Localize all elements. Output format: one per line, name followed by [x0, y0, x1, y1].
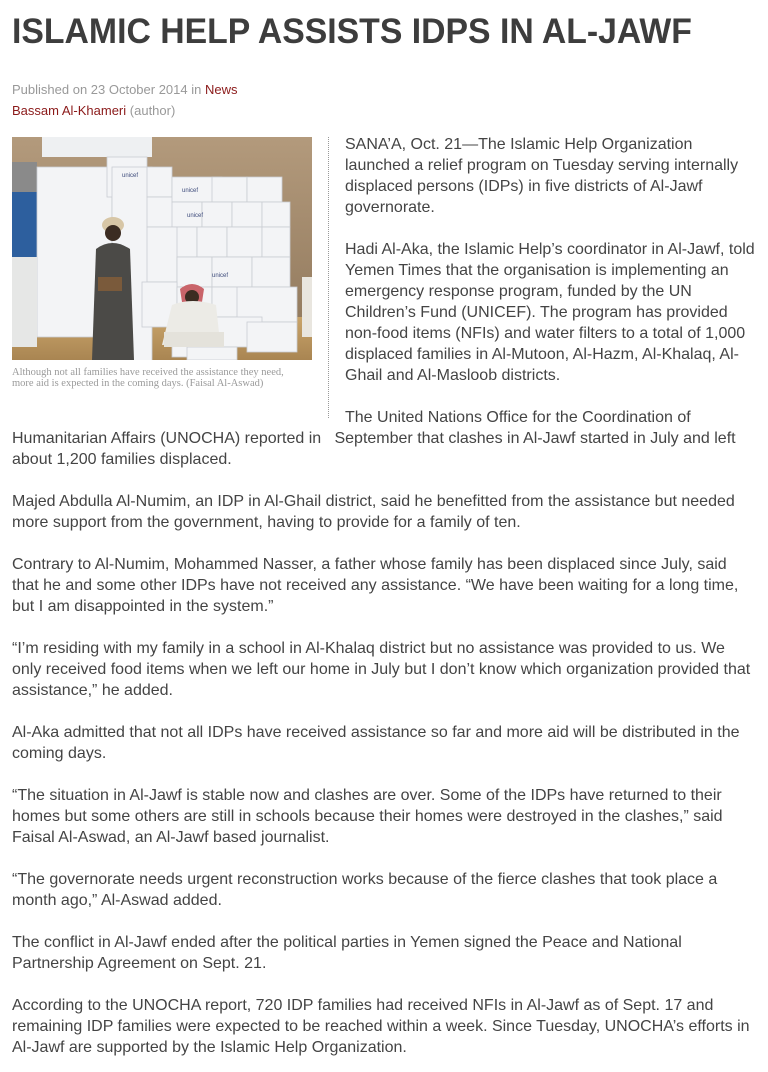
author-role: (author): [129, 103, 176, 118]
publish-line: [12, 79, 756, 100]
paragraph: The conflict in Al-Jawf ended after the political parties in Yemen signed the Peace and National Partnership Agreement on Sept. 21.: [12, 934, 682, 972]
svg-text:unicef: unicef: [182, 188, 199, 194]
svg-text:unicef: unicef: [212, 273, 229, 279]
svg-text:unicef: unicef: [122, 173, 139, 179]
article-meta: [12, 79, 756, 121]
paragraph: Hadi Al-Aka, the Islamic Help’s coordinator in Al-Jawf, told Yemen Times that the organisation is implementing an emergency response program, funded by the UN Children’s Fund (UNICEF). The program has provided non-food items (NFIs) and water filters to a total of 1,000 displaced families in Al-Mutoon, Al-Hazm, Al-Khalaq, Al-Ghail and Al-Masloob districts.: [345, 241, 755, 384]
article-title: ISLAMIC HELP ASSISTS IDPS IN AL-JAWF: [12, 12, 692, 51]
svg-text:unicef: unicef: [187, 213, 204, 219]
paragraph: “The governorate needs urgent reconstruction works because of the fierce clashes that took place a month ago,” Al-Aswad added.: [12, 871, 718, 909]
paragraph: “I’m residing with my family in a school in Al-Khalaq district but no assistance was provided to us. We only received food items when we left our home in July but I don’t know which organization provided that assistance,” he added.: [12, 640, 751, 699]
article-body: [12, 134, 756, 1058]
published-date: Published on 23 October 2014 in: [12, 82, 202, 97]
article-photo[interactable]: [12, 137, 312, 360]
paragraph: According to the UNOCHA report, 720 IDP families had received NFIs in Al-Jawf as of Sept. 17 and remaining IDP families were expected to be reached within a week. Since Tuesday, UNOCHA’s efforts in Al-Jawf are supported by the Islamic Help Organization.: [12, 997, 750, 1056]
article-figure: [12, 137, 329, 418]
paragraph: The United Nations Office for the Coordination of Humanitarian Affairs (UNOCHA) reported in September that clashes in Al-Jawf started in July and left about 1,200 families displaced.: [12, 409, 741, 468]
author-line: [12, 100, 756, 121]
author-link[interactable]: Bassam Al-Khameri: [12, 103, 127, 118]
paragraph: Contrary to Al-Numim, Mohammed Nasser, a father whose family has been displaced since July, said that he and some other IDPs have not received any assistance. “We have been waiting for a long time, but I am disappointed in the system.”: [12, 556, 739, 615]
paragraph: Majed Abdulla Al-Numim, an IDP in Al-Ghail district, said he benefitted from the assistance but needed more support from the government, having to provide for a family of ten.: [12, 493, 735, 531]
paragraph: Al-Aka admitted that not all IDPs have received assistance so far and more aid will be distributed in the coming days.: [12, 724, 740, 762]
photo-caption: Although not all families have received the assistance they need, more aid is expected in the coming days. (Faisal Al-Aswad): [12, 367, 284, 389]
paragraph: SANA’A, Oct. 21—The Islamic Help Organization launched a relief program on Tuesday serving internally displaced persons (IDPs) in five districts of Al-Jawf governorate.: [345, 136, 739, 216]
photo-illustration: [12, 137, 312, 360]
paragraph: “The situation in Al-Jawf is stable now and clashes are over. Some of the IDPs have returned to their homes but some others are still in schools because their homes were destroyed in the clashes,” said Faisal Al-Aswad, an Al-Jawf based journalist.: [12, 787, 723, 846]
category-link[interactable]: News: [204, 82, 238, 97]
